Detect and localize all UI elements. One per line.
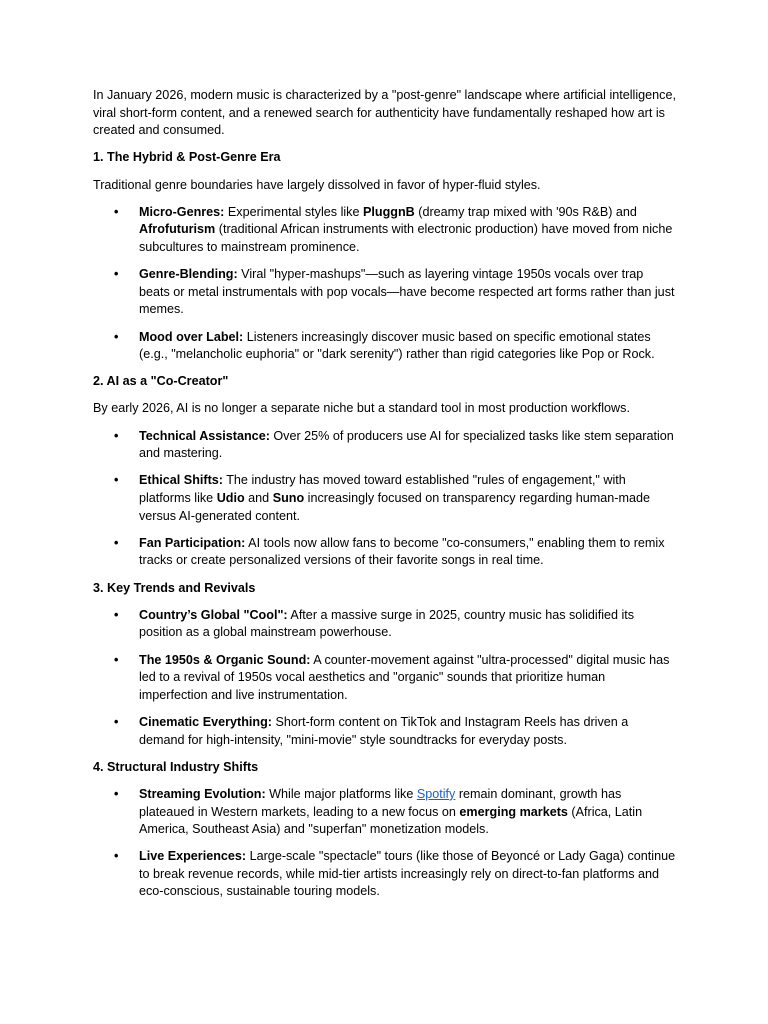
bullet-icon: • xyxy=(114,267,119,282)
bullet-icon: • xyxy=(114,329,119,344)
item-emphasis: PluggnB xyxy=(362,204,415,219)
item-text: Large-scale "spectacle" tours (like those of Beyoncé or Lady Gaga) continue to break revenue records, while mid-tier artists increasingly rely on direct-to-fan platforms and eco-conscious, sustainable touring models. xyxy=(139,849,676,899)
section-heading-trends-revivals: 3. Key Trends and Revivals xyxy=(93,580,256,595)
item-text: (dreamy trap mixed with '90s R&B) and xyxy=(414,204,637,219)
bullet-list xyxy=(93,204,676,364)
bullet-icon: • xyxy=(114,473,119,488)
item-text: (traditional African instruments with electronic production) have moved from niche subcultures to mainstream prominence. xyxy=(139,222,673,254)
item-text: Viral "hyper-mashups"—such as layering vintage 1950s vocals over trap beats or metal instrumentals with pop vocals—have become respected art forms rather than just memes. xyxy=(139,267,675,317)
item-text: AI tools now allow fans to become "co-consumers," enabling them to remix tracks or create personalized versions of their favorite songs in real time. xyxy=(139,535,665,568)
item-label: Genre-Blending: xyxy=(139,267,238,282)
item-text: Listeners increasingly discover music based on specific emotional states (e.g., "melancholic euphoria" or "dark serenity") rather than rigid categories like Pop or Rock. xyxy=(139,329,655,362)
list-item xyxy=(93,714,676,749)
list-item xyxy=(93,652,676,705)
bullet-icon: • xyxy=(114,607,119,622)
item-label: Streaming Evolution: xyxy=(139,786,266,801)
section-intro: By early 2026, AI is no longer a separate niche but a standard tool in most production workflows. xyxy=(93,401,630,416)
item-text: Experimental styles like xyxy=(224,204,363,219)
list-item xyxy=(93,266,676,319)
item-label: Country’s Global "Cool": xyxy=(139,607,288,622)
item-text: While major platforms like xyxy=(265,786,417,801)
item-text: The industry has moved toward established "rules of engagement," with platforms like xyxy=(139,473,626,506)
item-text: remain dominant, growth has plateaued in Western markets, leading to a new focus on xyxy=(139,786,622,819)
list-item xyxy=(93,204,676,257)
bullet-list xyxy=(93,786,676,901)
bullet-icon: • xyxy=(114,204,119,219)
spotify-link[interactable]: Spotify xyxy=(416,786,456,801)
bullet-icon: • xyxy=(114,428,119,443)
list-item xyxy=(93,472,676,525)
section-heading-ai-co-creator: 2. AI as a "Co-Creator" xyxy=(93,374,229,389)
section-intro: Traditional genre boundaries have largely dissolved in favor of hyper-fluid styles. xyxy=(93,177,541,192)
bullet-list xyxy=(93,428,676,570)
item-label: Mood over Label: xyxy=(139,329,244,344)
item-text: A counter-movement against "ultra-processed" digital music has led to a revival of 1950s vocal aesthetics and "organic" sounds that prioritize human imperfection and live instrumentation. xyxy=(139,652,670,702)
item-text: and xyxy=(244,491,273,506)
item-label: Cinematic Everything: xyxy=(139,714,272,729)
bullet-icon: • xyxy=(114,849,119,864)
item-text: Over 25% of producers use AI for specialized tasks like stem separation and mastering. xyxy=(139,428,674,461)
bullet-icon: • xyxy=(114,652,119,667)
section-heading-structural-shifts: 4. Structural Industry Shifts xyxy=(93,759,259,774)
item-text: Short-form content on TikTok and Instagram Reels has driven a demand for high-intensity, "mini-movie" style soundtracks for everyday posts. xyxy=(139,714,629,747)
list-item xyxy=(93,607,676,642)
item-label: The 1950s & Organic Sound: xyxy=(139,652,311,667)
item-text: increasingly focused on transparency regarding human-made versus AI-generated content. xyxy=(139,491,650,523)
list-item xyxy=(93,329,676,364)
item-emphasis: Afrofuturism xyxy=(139,222,216,237)
bullet-icon: • xyxy=(114,714,119,729)
list-item xyxy=(93,786,676,839)
list-item xyxy=(93,535,676,570)
item-text: (Africa, Latin America, Southeast Asia) and "superfan" monetization models. xyxy=(139,804,643,837)
item-label: Live Experiences: xyxy=(139,849,247,864)
bullet-icon: • xyxy=(114,786,119,801)
item-emphasis: emerging markets xyxy=(459,804,568,819)
item-label: Ethical Shifts: xyxy=(139,473,223,488)
item-emphasis: Udio xyxy=(216,491,245,506)
item-text: After a massive surge in 2025, country music has solidified its position as a global mainstream powerhouse. xyxy=(139,607,635,640)
intro-paragraph: In January 2026, modern music is characterized by a "post-genre" landscape where artificial intelligence, viral short-form content, and a renewed search for authenticity have fundamentally reshaped how art is created and consumed. xyxy=(93,88,676,138)
item-label: Technical Assistance: xyxy=(139,428,270,443)
bullet-list xyxy=(93,607,676,749)
item-label: Fan Participation: xyxy=(139,535,246,550)
item-label: Micro-Genres: xyxy=(139,204,225,219)
section-heading-hybrid-post-genre: 1. The Hybrid & Post-Genre Era xyxy=(93,150,281,165)
list-item xyxy=(93,848,676,901)
item-emphasis: Suno xyxy=(272,491,305,506)
list-item xyxy=(93,428,676,463)
bullet-icon: • xyxy=(114,535,119,550)
